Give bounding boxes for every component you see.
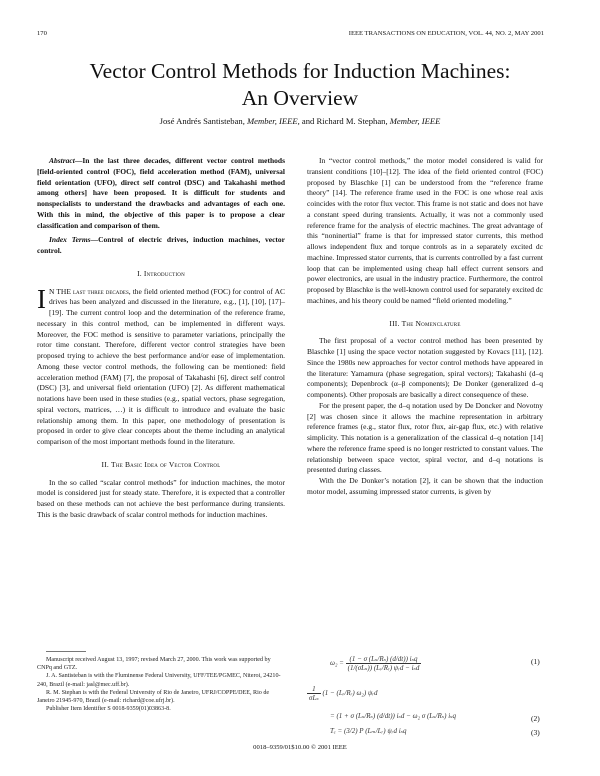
- equation-1: [330, 655, 421, 672]
- nomenclature-paragraph-3: With the De Donker’s notation [2], it can be shown that the induction motor model, assuming impressed stator currents, is given by: [307, 476, 543, 496]
- dropcap: I: [37, 283, 46, 314]
- abstract-label: Abstract—: [49, 156, 83, 165]
- section-heading-nomenclature: III. The Nomenclature: [389, 318, 461, 328]
- title-line-2: An Overview: [241, 86, 359, 110]
- footnote-author-1: J. A. Santisteban is with the Fluminense Federal University, UFF/TEE/PGMEC, Niteroi, 24210-240, Brazil (e-mail: jasl@mec.uff.br).: [37, 673, 281, 688]
- right-column: [307, 156, 543, 498]
- footnote-rule: [46, 651, 86, 652]
- eq1-numerator: (1 − σ (Lₛ/Rₛ) (d/dt)) iₛq: [346, 655, 422, 664]
- equation-2-rhs: = (1 + σ (Lₛ/Rₛ) (d/dt)) iₛd − ω₂ σ (Lₛ/Rₛ) iₛq: [330, 712, 457, 720]
- footnote-author-2: R. M. Stephan is with the Federal University of Rio de Janeiro, UFRJ/COPPE/DEE, Rio de Janeiro 21945-970, Brazil (e-mail: richard@coe.ufrj.br).: [37, 689, 270, 705]
- author-2-role: Member, IEEE: [389, 116, 441, 126]
- index-terms-text: Control of electric drives, induction machines, vector control.: [37, 235, 285, 255]
- vector-control-paragraph: In “vector control methods,” the motor model considered is valid for transient conditions [10]–[12]. The idea of the field oriented control (FOC) proposed by Blaschke [1] can be understood from the “reference frame theory” [14]. The reference frame used in the FOC is one whose real axis coincides with the rotor flux vector. This frame is not static and does not have a constant speed during transients. Actually, it was not a commonly used reference frame for the analysis of electric machines. The great advantage of this “noninertial” frame is that for impressed stator currents, this method allows independent flux and torque controls as in a separately excited dc machine. Impressed stator currents, that is currents controlled by a fast current loop that can be implemented using cheap hall effect current sensors and power electronics, are usual in the industry practice. Furthermore, the control proposed by Blaschke is the well-known control used for separately excited dc machines, and his theory could be named “field oriented modeling.”: [307, 156, 543, 305]
- authors-line: [0, 116, 600, 126]
- copyright-footer: 0018–9359/01$10.00 © 2001 IEEE: [253, 744, 347, 751]
- footnotes: [37, 651, 285, 713]
- intro-text: the field oriented method (FOC) for control of AC drives has been analyzed and discussed in the literature, e.g., [1], [10], [17]–[19]. The current control loop and the determination of the reference frame, necessary in this control method, can be implemented in different ways. Moreover, the FOC method is sensitive to parameter variations, principally the rotor time constant. Therefore, different vector control strategies have been proposed trying to achieve the best performance and/or ease of implementation. Among these vector control methods, the following can be mentioned: field acceleration method (FAM) [7], the proposal of Takahashi [6], direct self control (DSC) [3], and universal field orientation (UFO) [2]. As different mathematical notations have been used in these studies (e.g., spatial vectors, phase segregation, spiral vectors, matrices, …) it is difficult to introduce and evaluate the basic relationship among them. In this paper, one methodology of presentation is proposed in order to give clear concepts about the theme including an analytical comparison of the most important methods found in the literature.: [37, 286, 285, 446]
- footnote-manuscript: Manuscript received August 13, 1997; revised March 27, 2000. This work was supported by CNPq and GTZ.: [37, 657, 271, 672]
- eq2-lhs-rest: (1 − (Lᵣ/Rᵣ) ω₂) ψᵣd: [322, 689, 378, 698]
- nomenclature-paragraph-1: The first proposal of a vector control method has been presented by Blaschke [1] using the space vector notation suggested by Kovacs [11], [12]. Since the 1980s new approaches for vector control methods have appeared in the literature: Yamamura (phase segregation, spiral vectors); Takahashi (d–q components); Depenbrock (α–β components); De Donker (generalized d–q components). Other proposals are basically a direct consequence of these.: [307, 336, 543, 399]
- index-terms-label: Index Terms—: [49, 235, 99, 245]
- equation-3: Tₑ = (3/2) P (Lₘ/Lᵣ) ψᵣd iₛq: [330, 727, 407, 735]
- nomenclature-paragraph-2: For the present paper, the d–q notation used by De Doncker and Novotny [2] was chosen since it allows the machine representation in arbitrary reference frames (e.g., stator flux, rotor flux, air-gap flux, etc.) with relative simplicity. This notation is a generalization of the classical d–q notation [14] where the reference frame speed is no longer restricted to constant values. The relationship between space vector, spiral vector, and d–q notations is presented during classes.: [307, 400, 543, 475]
- intro-paragraph: [37, 283, 285, 448]
- section-heading-basic-idea: II. The Basic Idea of Vector Control: [101, 459, 221, 469]
- basic-idea-paragraph: In the so called “scalar control methods” for induction machines, the motor model is considered just for steady state. Therefore, it is expected that a controller based on these methods can not achieve the best performance during transients. This is the basic drawback of scalar control methods for induction machines.: [37, 477, 285, 519]
- author-1-role: Member, IEEE,: [247, 116, 300, 126]
- title-line-1: Vector Control Methods for Induction Machines:: [89, 59, 511, 83]
- equation-1-number: (1): [531, 657, 540, 666]
- author-2: and Richard M. Stephan,: [301, 116, 388, 126]
- running-header: [37, 30, 544, 37]
- equation-2-lhs: [307, 685, 378, 702]
- equation-3-number: (3): [531, 728, 540, 737]
- section-heading-introduction: I. Introduction: [137, 268, 185, 278]
- eq1-lhs: ω₂ =: [330, 659, 344, 668]
- page-number: 170: [37, 30, 47, 37]
- equation-2-number: (2): [531, 714, 540, 723]
- journal-info: IEEE TRANSACTIONS ON EDUCATION, VOL. 44, NO. 2, MAY 2001: [348, 30, 544, 37]
- intro-lead: N THE last three decades,: [49, 286, 131, 296]
- abstract: [37, 156, 285, 231]
- eq1-fraction: [346, 655, 422, 672]
- left-column: [37, 156, 285, 521]
- author-1: José Andrés Santisteban,: [159, 116, 245, 126]
- eq2-lhs-fraction: $\frac{1}{\text{σLₛ}}$: [309, 685, 319, 702]
- abstract-text: In the last three decades, different vector control methods [field-oriented control (FOC), field acceleration method (FAM), universal field orientation (UFO), direct self control (DSC) and Takahashi method among others] have been proposed. It is difficult for students and nonspecialists to understand the drawbacks and advantages of each one. With this in mind, the objective of this paper is to propose a clear classification and comparison of them.: [37, 156, 285, 230]
- eq1-denominator: (1/(σLₛ)) (Lᵣ/Rᵣ) ψᵣd − iₛd: [347, 664, 420, 672]
- index-terms: [37, 235, 285, 257]
- paper-title: [0, 58, 600, 112]
- footnote-publisher-id: Publisher Item Identifier S 0018-9359(01)03863-8.: [46, 706, 171, 713]
